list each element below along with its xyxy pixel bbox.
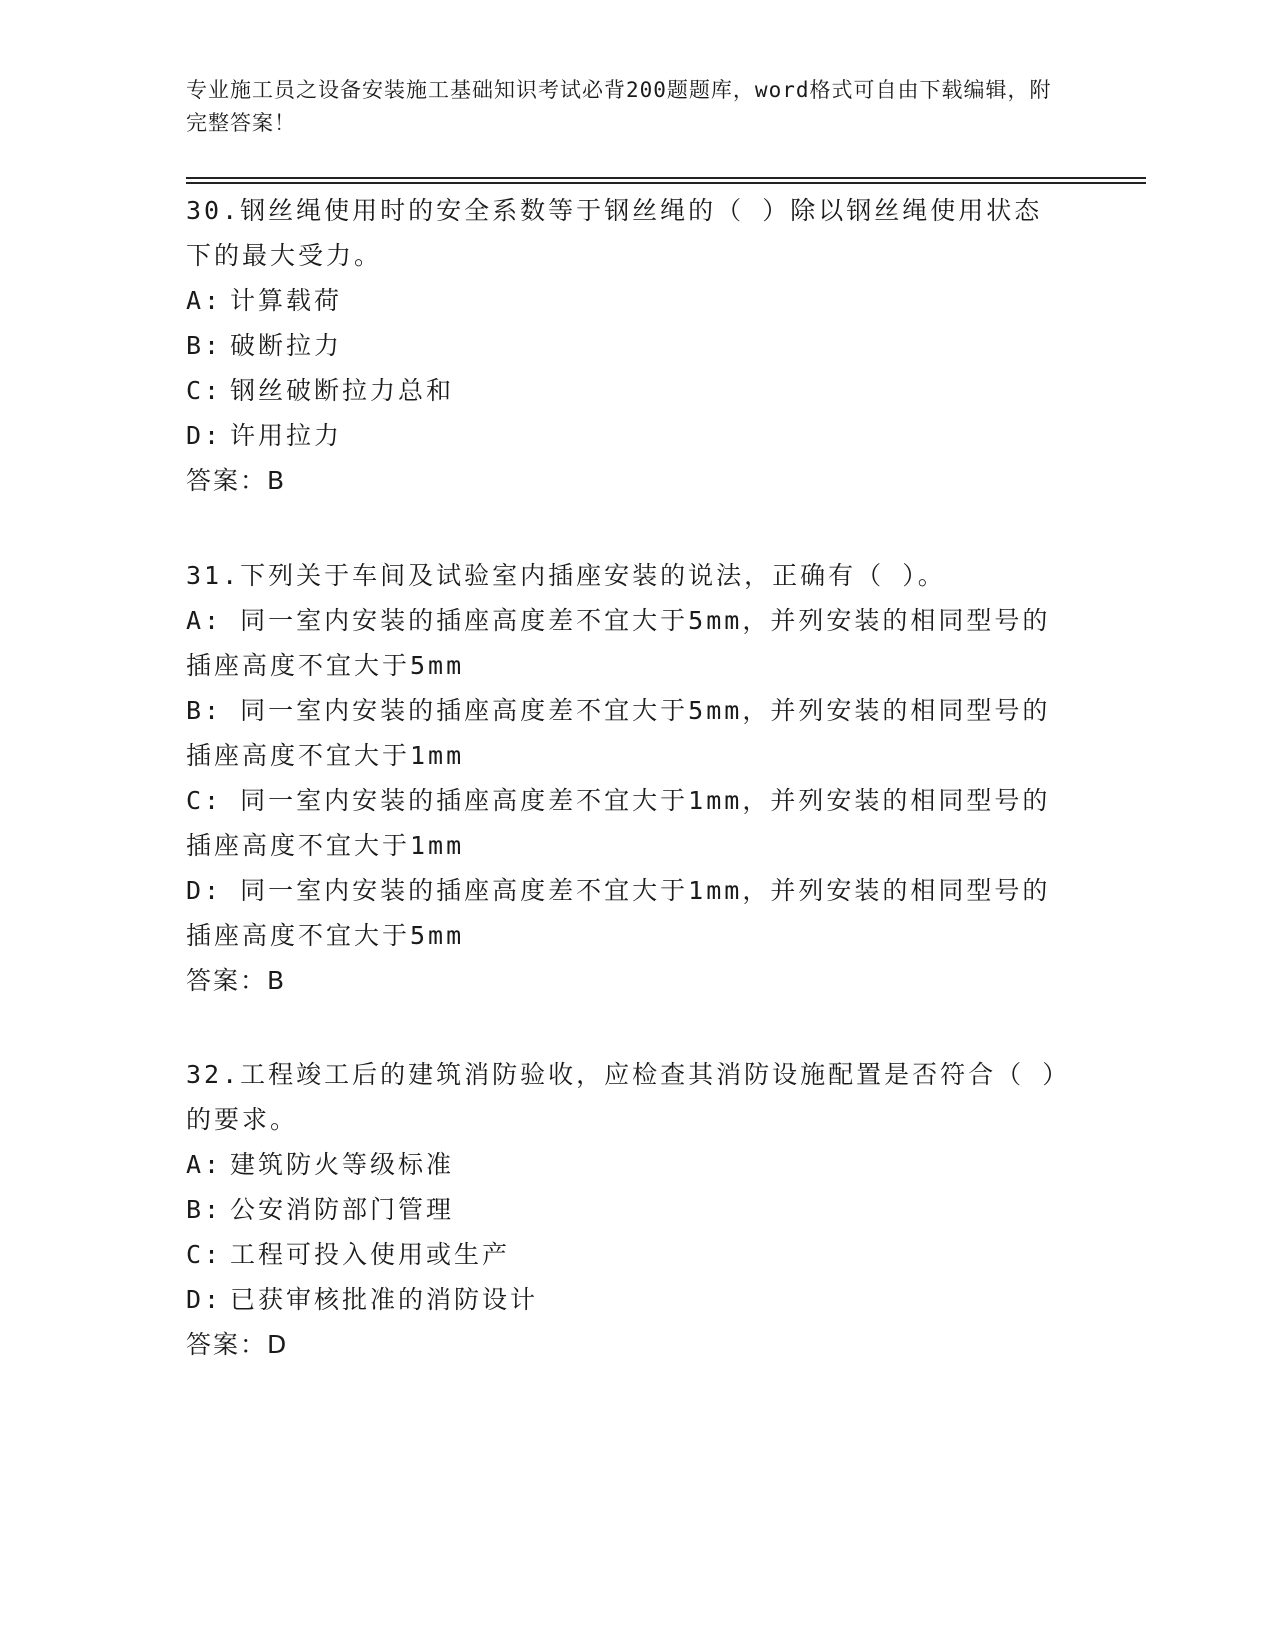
option-text: 同一室内安装的插座高度差不宜大于5mm，并列安装的相同型号的插座高度不宜大于5mm (186, 606, 1051, 680)
option-text: 同一室内安装的插座高度差不宜大于5mm，并列安装的相同型号的插座高度不宜大于1mm (186, 696, 1051, 770)
option-d (186, 868, 1066, 958)
option-c (186, 778, 1066, 868)
question-stem: 30.钢丝绳使用时的安全系数等于钢丝绳的（ ）除以钢丝绳使用状态下的最大受力。 (186, 196, 1043, 270)
option-key: B: (186, 1195, 223, 1224)
option-c (186, 368, 1066, 413)
option-key: B: (186, 696, 223, 725)
option-text: 公安消防部门管理 (230, 1195, 455, 1224)
option-d (186, 413, 1066, 458)
option-key: A: (186, 606, 223, 635)
option-b (186, 1187, 1066, 1232)
question-stem: 32.工程竣工后的建筑消防验收，应检查其消防设施配置是否符合（ ）的要求。 (186, 1060, 1058, 1134)
option-key: D: (186, 876, 223, 905)
question-31 (186, 553, 1066, 1003)
answer: 答案：D (186, 1330, 289, 1359)
option-key: C: (186, 1240, 223, 1269)
document-header: 专业施工员之设备安装施工基础知识考试必背200题题库，word格式可自由下载编辑，附完整答案！ (186, 78, 1052, 135)
option-b (186, 323, 1066, 368)
option-text: 计算载荷 (230, 286, 343, 315)
option-text: 工程可投入使用或生产 (230, 1240, 511, 1269)
option-key: D: (186, 421, 223, 450)
option-text: 破断拉力 (230, 331, 343, 360)
option-c (186, 1232, 1066, 1277)
option-key: A: (186, 1150, 223, 1179)
option-key: D: (186, 1285, 223, 1314)
option-d (186, 1277, 1066, 1322)
question-32 (186, 1052, 1066, 1367)
option-key: C: (186, 376, 223, 405)
option-key: B: (186, 331, 223, 360)
answer: 答案：B (186, 466, 287, 495)
option-text: 同一室内安装的插座高度差不宜大于1mm，并列安装的相同型号的插座高度不宜大于5mm (186, 876, 1051, 950)
option-text: 同一室内安装的插座高度差不宜大于1mm，并列安装的相同型号的插座高度不宜大于1mm (186, 786, 1051, 860)
option-a (186, 1142, 1066, 1187)
option-text: 许用拉力 (230, 421, 343, 450)
question-30 (186, 188, 1066, 503)
option-a (186, 598, 1066, 688)
question-stem: 31.下列关于车间及试验室内插座安装的说法，正确有（ ）。 (186, 561, 946, 590)
option-text: 建筑防火等级标准 (230, 1150, 455, 1179)
option-key: C: (186, 786, 223, 815)
header-divider-top (186, 177, 1146, 179)
option-b (186, 688, 1066, 778)
option-a (186, 278, 1066, 323)
header-divider-bottom (186, 182, 1146, 184)
option-key: A: (186, 286, 223, 315)
option-text: 钢丝破断拉力总和 (230, 376, 455, 405)
option-text: 已获审核批准的消防设计 (230, 1285, 539, 1314)
answer: 答案：B (186, 966, 287, 995)
